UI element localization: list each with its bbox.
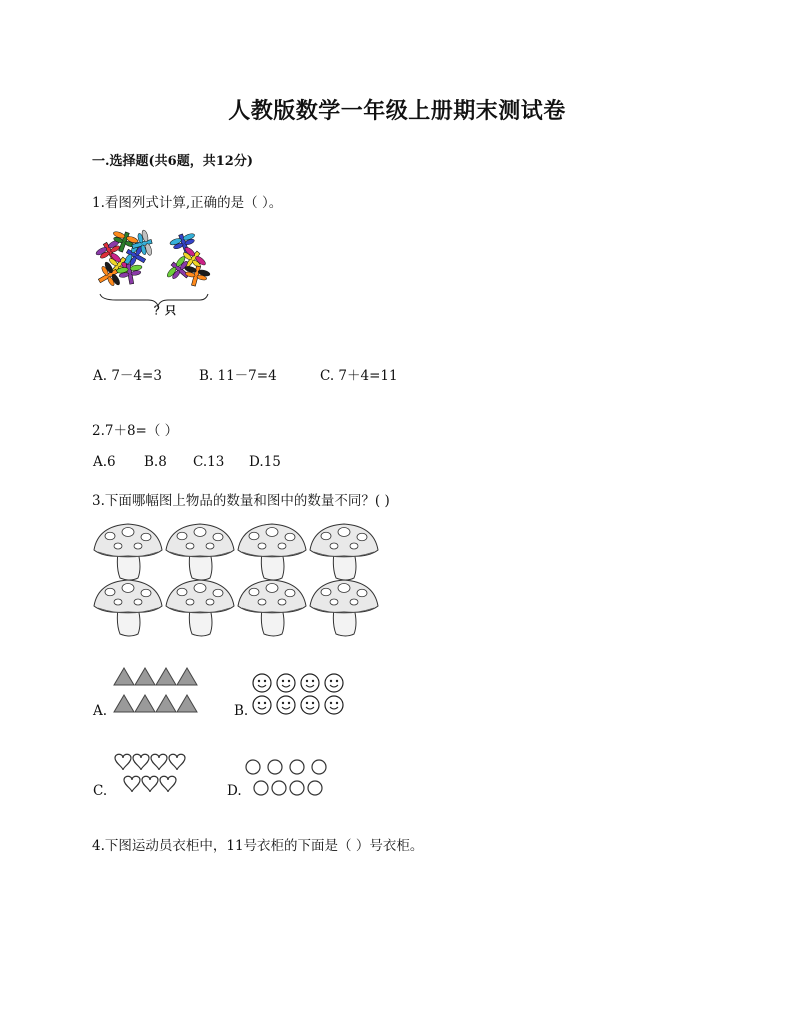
q3-option-b-label[interactable]: B. [234, 703, 249, 719]
mushroom-icon [238, 524, 306, 580]
circle-icon [254, 781, 268, 795]
circle-icon [272, 781, 286, 795]
heart-icon [133, 754, 149, 770]
circle-icon [308, 781, 322, 795]
q1-option-c[interactable]: C. 7＋4=11 [320, 368, 398, 384]
q3-option-d-figure[interactable] [243, 757, 333, 801]
triangle-icon [135, 668, 155, 685]
q3-option-c-figure[interactable] [112, 751, 192, 797]
question-4-text: 4.下图运动员衣柜中，11号衣柜的下面是（ ）号衣柜。 [92, 838, 424, 854]
heart-icon [151, 754, 167, 770]
q3-option-a-label[interactable]: A. [93, 703, 108, 719]
q3-option-d-label[interactable]: D. [227, 783, 242, 799]
triangle-icon [135, 695, 155, 712]
heart-icon [169, 754, 185, 770]
mushroom-icon [310, 524, 378, 580]
section-heading: 一.选择题(共6题，共12分) [92, 154, 253, 169]
dragonfly-group-right [164, 230, 211, 289]
smiley-icon [325, 674, 343, 692]
heart-icon [124, 776, 140, 792]
triangle-icon [177, 668, 197, 685]
smiley-icon [325, 696, 343, 714]
circle-icon [268, 760, 282, 774]
page-title: 人教版数学一年级上册期末测试卷 [228, 98, 566, 124]
q3-option-c-label[interactable]: C. [93, 783, 108, 799]
question-2-text: 2.7＋8=（ ） [92, 423, 179, 439]
mushroom-icon [166, 524, 234, 580]
q2-option-b[interactable]: B.8 [144, 454, 167, 470]
triangle-icon [114, 695, 134, 712]
figure-label-quantity: ？只 [154, 304, 176, 317]
mushroom-icon [166, 580, 234, 636]
q3-option-a-figure[interactable] [110, 664, 200, 712]
mushrooms-figure [90, 520, 380, 635]
q3-option-b-figure[interactable] [250, 672, 350, 718]
question-1-text: 1.看图列式计算,正确的是（ ）。 [92, 195, 283, 211]
dragonfly-group-left [93, 228, 155, 292]
heart-icon [142, 776, 158, 792]
q1-option-b[interactable]: B. 11－7=4 [199, 368, 277, 384]
mushroom-icon [310, 580, 378, 636]
mushroom-icon [94, 524, 162, 580]
q2-option-a[interactable]: A.6 [93, 454, 116, 470]
question-3-text: 3.下面哪幅图上物品的数量和图中的数量不同？( ) [92, 493, 390, 509]
mushroom-icon [94, 580, 162, 636]
q2-option-d[interactable]: D.15 [249, 454, 281, 470]
heart-icon [160, 776, 176, 792]
circle-icon [290, 781, 304, 795]
smiley-icon [253, 674, 271, 692]
smiley-icon [277, 674, 295, 692]
heart-icon [115, 754, 131, 770]
circle-icon [312, 760, 326, 774]
triangle-icon [156, 695, 176, 712]
triangle-icon [177, 695, 197, 712]
q1-option-a[interactable]: A. 7－4=3 [93, 368, 162, 384]
smiley-icon [253, 696, 271, 714]
circle-icon [246, 760, 260, 774]
smiley-icon [277, 696, 295, 714]
q2-option-c[interactable]: C.13 [193, 454, 225, 470]
smiley-icon [301, 674, 319, 692]
mushroom-icon [238, 580, 306, 636]
circle-icon [290, 760, 304, 774]
smiley-icon [301, 696, 319, 714]
triangle-icon [114, 668, 134, 685]
triangle-icon [156, 668, 176, 685]
